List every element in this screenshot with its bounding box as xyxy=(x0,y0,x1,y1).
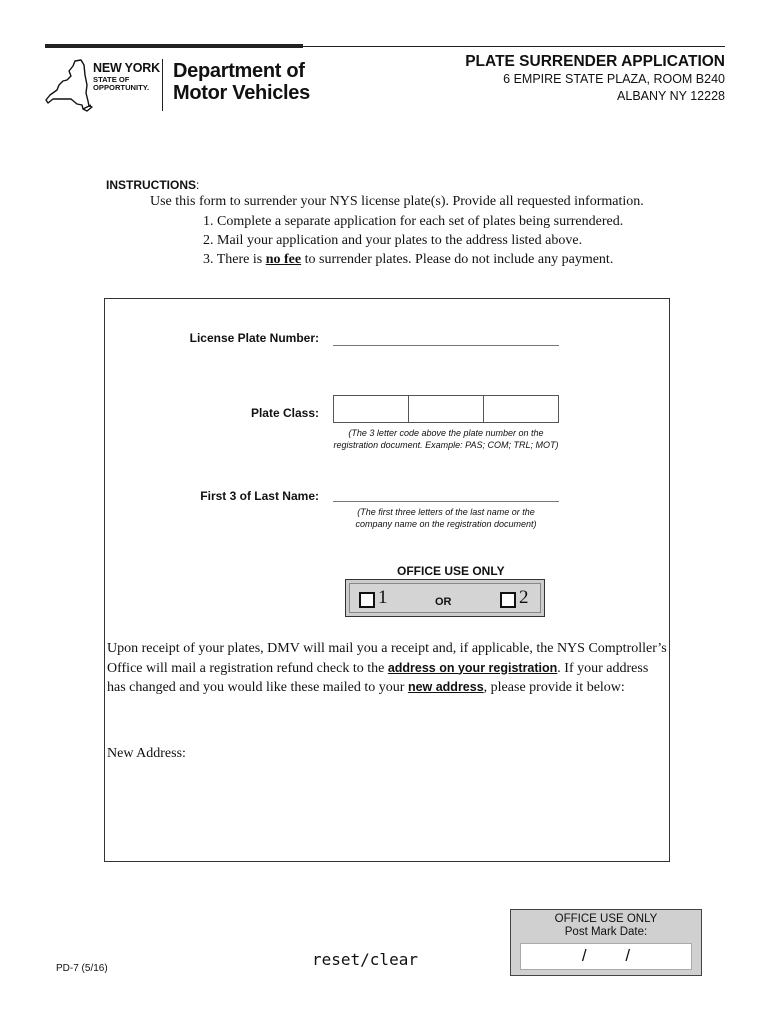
office-use-box xyxy=(345,579,545,617)
instruction-item-2: 2. Mail your application and your plates to the address listed above. xyxy=(203,233,583,248)
plate-number-label: License Plate Number: xyxy=(189,331,319,345)
postmark-title xyxy=(511,913,701,939)
no-fee-emphasis: no fee xyxy=(265,252,302,267)
office-option-1-checkbox[interactable] xyxy=(359,592,375,608)
new-address-label: New Address: xyxy=(107,746,186,761)
mailing-address-line1: 6 EMPIRE STATE PLAZA, ROOM B240 xyxy=(503,72,725,86)
instructions-list xyxy=(203,212,623,269)
header-rule xyxy=(45,46,725,47)
ny-state-line1: NEW YORK xyxy=(93,61,160,75)
last-name-input[interactable] xyxy=(333,501,559,502)
office-use-inner xyxy=(349,583,541,613)
plate-class-char-3[interactable] xyxy=(484,396,558,422)
or-label: OR xyxy=(435,596,452,608)
ny-state-wordmark xyxy=(93,62,160,92)
plate-class-hint xyxy=(317,427,575,451)
last-name-hint-line1: (The first three letters of the last name or the xyxy=(357,507,535,517)
refund-paragraph xyxy=(107,639,667,698)
instructions-heading xyxy=(106,178,199,192)
agency-name xyxy=(173,60,310,104)
agency-name-line1: Department of xyxy=(173,60,305,82)
mailing-address-line2: ALBANY NY 12228 xyxy=(617,89,725,103)
plate-class-hint-line2: registration document. Example: PAS; COM; TRL; MOT) xyxy=(333,440,559,450)
instruction-item-1: 1. Complete a separate application for each set of plates being surrendered. xyxy=(203,214,624,229)
form-number: PD-7 (5/16) xyxy=(56,963,108,974)
instruction-item-3-pre: 3. There is xyxy=(203,252,266,267)
plate-class-hint-line1: (The 3 letter code above the plate number on the xyxy=(348,428,544,438)
ny-state-line3: OPPORTUNITY. xyxy=(93,83,150,93)
last-name-hint xyxy=(317,506,575,530)
refund-paragraph-part2: . If your address has changed and you would like these mailed to your xyxy=(107,660,649,695)
instructions-heading-text: INSTRUCTIONS xyxy=(106,178,196,192)
reset-clear-button[interactable]: reset/clear xyxy=(312,950,418,969)
application-form-box xyxy=(104,298,670,862)
instructions-lead: Use this form to surrender your NYS license plate(s). Provide all requested information. xyxy=(150,194,644,209)
instruction-item-3-post: to surrender plates. Please do not include any payment. xyxy=(301,252,614,267)
postmark-date-value: / / xyxy=(581,946,631,965)
plate-class-char-1[interactable] xyxy=(334,396,409,422)
new-york-state-map-icon xyxy=(45,59,93,113)
refund-paragraph-part1: Upon receipt of your plates, DMV will mail you a receipt and, if applicable, the NYS Comptroller’s Office will mail a registration refund check to the xyxy=(107,641,667,676)
office-option-2-label: 2 xyxy=(519,587,529,608)
ny-state-line2: STATE OF xyxy=(93,74,130,84)
plate-class-char-2[interactable] xyxy=(409,396,484,422)
last-name-label: First 3 of Last Name: xyxy=(200,489,319,503)
last-name-hint-line2: company name on the registration document) xyxy=(355,519,537,529)
form-title: PLATE SURRENDER APPLICATION xyxy=(465,53,725,70)
instructions-heading-colon: : xyxy=(196,178,200,192)
refund-paragraph-part3: , please provide it below: xyxy=(483,680,625,695)
address-on-registration-emphasis: address on your registration xyxy=(387,660,558,675)
logo-divider xyxy=(162,59,163,111)
agency-name-line2: Motor Vehicles xyxy=(173,82,310,104)
form-header xyxy=(465,53,725,105)
postmark-title-line1: OFFICE USE ONLY xyxy=(554,913,658,925)
postmark-date-field[interactable] xyxy=(520,943,692,970)
postmark-office-box xyxy=(510,909,702,976)
office-use-title: OFFICE USE ONLY xyxy=(397,564,505,578)
office-option-1-label: 1 xyxy=(378,587,388,608)
plate-number-input[interactable] xyxy=(333,345,559,346)
dmv-logo xyxy=(45,55,310,115)
office-option-2-checkbox[interactable] xyxy=(500,592,516,608)
plate-class-label: Plate Class: xyxy=(250,406,319,420)
plate-class-input xyxy=(333,395,559,423)
new-address-input[interactable] xyxy=(105,769,667,857)
postmark-title-line2: Post Mark Date: xyxy=(564,926,648,938)
instruction-item-3 xyxy=(203,250,623,269)
new-address-emphasis: new address xyxy=(407,680,484,694)
